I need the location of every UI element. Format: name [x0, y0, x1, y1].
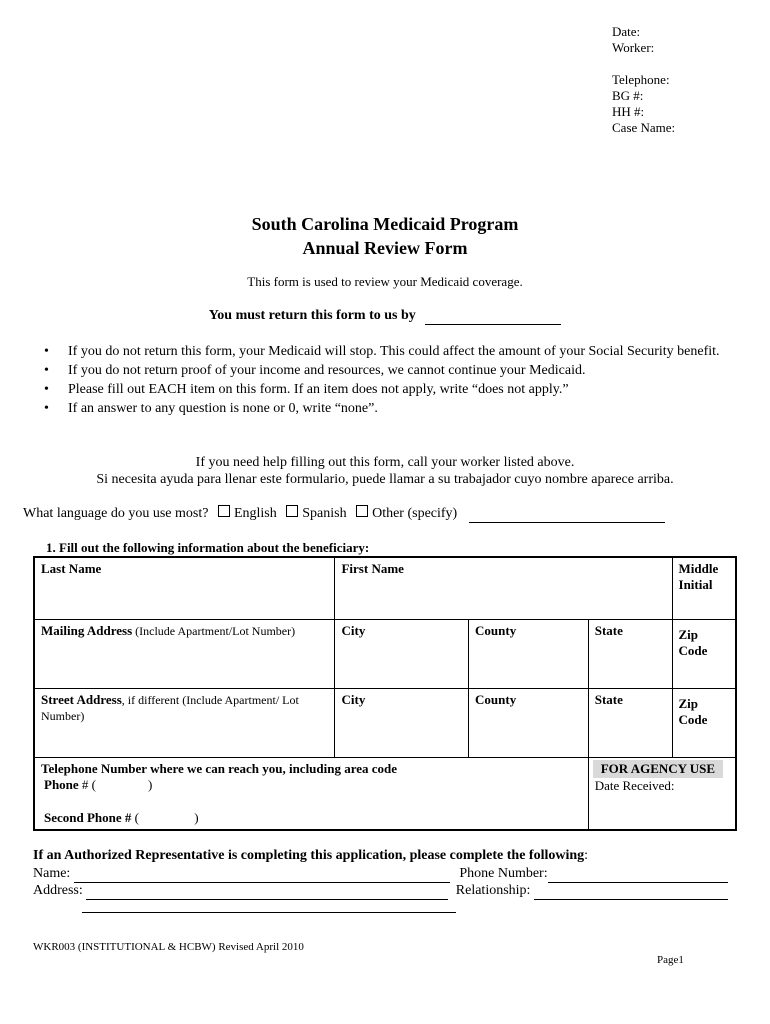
street-address-label: Street Address — [41, 691, 122, 707]
rep-address-row — [33, 883, 728, 900]
first-name-cell[interactable] — [335, 557, 672, 619]
phone-label: Phone — [44, 776, 79, 792]
last-name-cell[interactable] — [34, 557, 335, 619]
other-option-label: Other (specify) — [372, 506, 458, 521]
other-language-checkbox[interactable] — [356, 505, 368, 517]
state-label: State — [594, 622, 623, 638]
rep-phone-field[interactable] — [548, 866, 728, 883]
mailing-address-cell[interactable] — [34, 619, 335, 688]
rep-address-line2[interactable] — [82, 912, 456, 913]
telephone-cell[interactable] — [34, 757, 588, 830]
english-option-label: English — [233, 506, 277, 521]
list-item: • If an answer to any question is none or 0, write “none”. — [44, 399, 734, 418]
agency-use-label: FOR AGENCY USE — [593, 760, 723, 778]
page-subtitle: Annual Review Form — [302, 238, 468, 258]
mailing-address-label: Mailing Address — [41, 622, 133, 638]
rep-name-field[interactable] — [74, 866, 450, 883]
street-state-cell[interactable] — [588, 688, 672, 757]
date-received-label: Date Received: — [594, 777, 675, 793]
second-phone-row — [41, 810, 582, 826]
phone-row — [41, 777, 582, 793]
mailing-city-cell[interactable] — [335, 619, 469, 688]
instructions-list — [44, 342, 734, 418]
county-label: County — [475, 691, 517, 707]
zip-label: Zip Code — [678, 626, 708, 658]
list-item: • If you do not return this form, your Medicaid will stop. This could affect the amount of your Social Security benefit. — [44, 342, 734, 361]
section1-heading: 1. Fill out the following information about the beneficiary: — [46, 540, 370, 555]
english-checkbox[interactable] — [218, 505, 230, 517]
bg-label: BG #: — [612, 88, 644, 103]
rep-heading: If an Authorized Representative is completing this application, please complete the following — [33, 848, 585, 863]
header-info — [612, 24, 675, 136]
phone-field[interactable]: # ( ) — [78, 776, 153, 792]
rep-heading-colon: : — [584, 848, 589, 863]
return-by-line — [0, 308, 770, 325]
help-text-english: If you need help filling out this form, call your worker listed above. — [195, 455, 575, 470]
first-name-label: First Name — [341, 561, 404, 576]
intro-text: This form is used to review your Medicaid coverage. — [247, 274, 523, 289]
worker-label: Worker: — [612, 40, 655, 55]
case-name-label: Case Name: — [612, 120, 676, 135]
middle-initial-cell[interactable] — [672, 557, 736, 619]
return-by-date-field[interactable] — [425, 308, 561, 325]
rep-relationship-label: Relationship: — [455, 883, 531, 898]
city-label: City — [341, 622, 366, 638]
return-by-text: You must return this form to us by — [208, 308, 416, 323]
rep-name-label: Name: — [33, 866, 71, 881]
other-language-field[interactable] — [469, 506, 665, 523]
list-item: • Please fill out EACH item on this form. If an item does not apply, write “does not apply.” — [44, 380, 734, 399]
telephone-heading: Telephone Number where we can reach you, including area code — [41, 760, 398, 776]
rep-phone-label: Phone Number: — [459, 866, 548, 881]
middle-initial-label: Middle Initial — [678, 561, 719, 592]
language-question-row — [23, 505, 665, 523]
rep-relationship-field[interactable] — [534, 883, 728, 900]
mailing-county-cell[interactable] — [469, 619, 589, 688]
hh-label: HH #: — [612, 104, 645, 119]
street-county-cell[interactable] — [469, 688, 589, 757]
city-label: City — [341, 691, 366, 707]
second-phone-label: Second Phone # — [44, 809, 132, 825]
second-phone-field[interactable]: ( ) — [131, 809, 199, 825]
form-id: WKR003 (INSTITUTIONAL & HCBW) Revised April 2010 — [33, 941, 304, 953]
rep-heading-row — [33, 848, 588, 864]
page-title: South Carolina Medicaid Program — [251, 214, 519, 234]
language-question: What language do you use most? — [23, 506, 209, 521]
agency-use-cell — [588, 757, 736, 830]
state-label: State — [594, 691, 623, 707]
help-text-spanish: Si necesita ayuda para llenar este formulario, puede llamar a su trabajador cuyo nombre aparece arriba. — [96, 472, 674, 487]
telephone-label: Telephone: — [612, 72, 670, 87]
list-item: • If you do not return proof of your income and resources, we cannot continue your Medicaid. — [44, 361, 734, 380]
beneficiary-table — [33, 556, 737, 831]
rep-address-label: Address: — [33, 883, 83, 898]
rep-name-row — [33, 866, 728, 883]
street-address-note: , if different (Include Apartment/ Lot Number) — [41, 692, 299, 723]
mailing-address-note: (Include Apartment/Lot Number) — [132, 623, 296, 638]
street-address-cell[interactable] — [34, 688, 335, 757]
page-number: Page1 — [657, 954, 684, 966]
spanish-checkbox[interactable] — [286, 505, 298, 517]
spanish-option-label: Spanish — [302, 506, 347, 521]
street-city-cell[interactable] — [335, 688, 469, 757]
date-label: Date: — [612, 24, 641, 39]
street-zip-cell[interactable] — [672, 688, 736, 757]
zip-label: Zip Code — [678, 695, 708, 727]
last-name-label: Last Name — [41, 561, 102, 576]
county-label: County — [475, 622, 517, 638]
mailing-state-cell[interactable] — [588, 619, 672, 688]
mailing-zip-cell[interactable] — [672, 619, 736, 688]
rep-address-field[interactable] — [86, 883, 448, 900]
